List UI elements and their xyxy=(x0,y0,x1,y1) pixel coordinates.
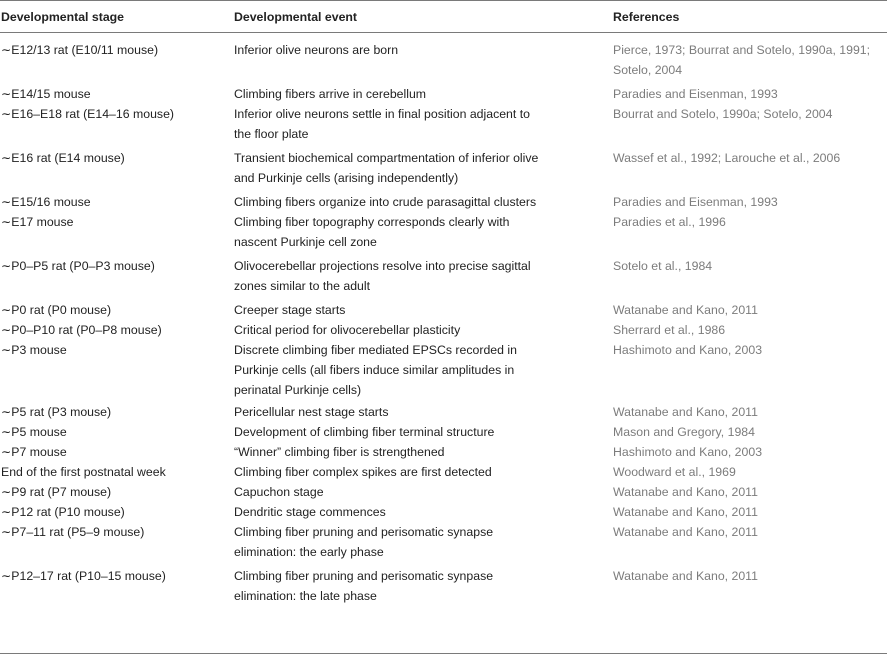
header-references: References xyxy=(613,10,680,24)
stage-cell: ∼P3 mouse xyxy=(1,343,67,357)
event-cell: Olivocerebellar projections resolve into precise sagittal xyxy=(234,259,531,273)
header-stage: Developmental stage xyxy=(1,10,125,24)
references-cell: Watanabe and Kano, 2011 xyxy=(613,525,758,539)
event-cell: Purkinje cells (all fibers induce similar amplitudes in xyxy=(234,363,515,377)
references-cell: Hashimoto and Kano, 2003 xyxy=(613,343,763,357)
event-cell: nascent Purkinje cell zone xyxy=(234,235,377,249)
table-bottom-rule xyxy=(0,653,887,654)
event-cell: Climbing fiber complex spikes are first detected xyxy=(234,465,492,479)
event-cell: Pericellular nest stage starts xyxy=(234,405,389,419)
references-cell: Paradies and Eisenman, 1993 xyxy=(613,195,778,209)
event-cell: “Winner” climbing fiber is strengthened xyxy=(234,445,445,459)
references-cell: Watanabe and Kano, 2011 xyxy=(613,405,758,419)
event-cell: Climbing fibers organize into crude parasagittal clusters xyxy=(234,195,537,209)
event-cell: zones similar to the adult xyxy=(234,279,371,293)
references-cell: Pierce, 1973; Bourrat and Sotelo, 1990a, 1991; xyxy=(613,43,871,57)
event-cell: Creeper stage starts xyxy=(234,303,346,317)
stage-cell: ∼P0 rat (P0 mouse) xyxy=(1,303,112,317)
stage-cell: ∼P5 mouse xyxy=(1,425,67,439)
references-cell: Sherrard et al., 1986 xyxy=(613,323,726,337)
stage-cell: ∼E16 rat (E14 mouse) xyxy=(1,151,125,165)
stage-cell: ∼E16–E18 rat (E14–16 mouse) xyxy=(1,107,174,121)
event-cell: and Purkinje cells (arising independently) xyxy=(234,171,459,185)
references-cell: Hashimoto and Kano, 2003 xyxy=(613,445,763,459)
header-event: Developmental event xyxy=(234,10,358,24)
event-cell: elimination: the early phase xyxy=(234,545,384,559)
event-cell: Climbing fiber pruning and perisomatic synpase xyxy=(234,569,494,583)
stage-cell: ∼P12–17 rat (P10–15 mouse) xyxy=(1,569,166,583)
stage-cell: ∼P0–P10 rat (P0–P8 mouse) xyxy=(1,323,162,337)
references-cell: Woodward et al., 1969 xyxy=(613,465,736,479)
references-cell: Paradies and Eisenman, 1993 xyxy=(613,87,778,101)
event-cell: Inferior olive neurons settle in final position adjacent to xyxy=(234,107,530,121)
stage-cell: ∼P0–P5 rat (P0–P3 mouse) xyxy=(1,259,155,273)
stage-cell: ∼P12 rat (P10 mouse) xyxy=(1,505,125,519)
references-cell: Paradies et al., 1996 xyxy=(613,215,726,229)
references-cell: Mason and Gregory, 1984 xyxy=(613,425,755,439)
stage-cell: ∼P5 rat (P3 mouse) xyxy=(1,405,112,419)
stage-cell: ∼P7–11 rat (P5–9 mouse) xyxy=(1,525,145,539)
event-cell: Development of climbing fiber terminal structure xyxy=(234,425,495,439)
references-cell: Sotelo et al., 1984 xyxy=(613,259,713,273)
event-cell: perinatal Purkinje cells) xyxy=(234,383,362,397)
event-cell: Inferior olive neurons are born xyxy=(234,43,399,57)
references-cell: Bourrat and Sotelo, 1990a; Sotelo, 2004 xyxy=(613,107,833,121)
table-top-rule xyxy=(0,0,887,1)
event-cell: Climbing fiber pruning and perisomatic synapse xyxy=(234,525,494,539)
event-cell: Transient biochemical compartmentation of inferior olive xyxy=(234,151,539,165)
event-cell: Climbing fibers arrive in cerebellum xyxy=(234,87,427,101)
event-cell: Dendritic stage commences xyxy=(234,505,386,519)
stage-cell: ∼P7 mouse xyxy=(1,445,67,459)
stage-cell: ∼E14/15 mouse xyxy=(1,87,91,101)
event-cell: Capuchon stage xyxy=(234,485,324,499)
references-cell: Watanabe and Kano, 2011 xyxy=(613,569,758,583)
event-cell: the floor plate xyxy=(234,127,309,141)
event-cell: Discrete climbing fiber mediated EPSCs recorded in xyxy=(234,343,517,357)
references-cell: Wassef et al., 1992; Larouche et al., 2006 xyxy=(613,151,841,165)
event-cell: Climbing fiber topography corresponds clearly with xyxy=(234,215,510,229)
header-rule xyxy=(0,32,887,33)
stage-cell: ∼E15/16 mouse xyxy=(1,195,91,209)
event-cell: elimination: the late phase xyxy=(234,589,377,603)
stage-cell: End of the first postnatal week xyxy=(1,465,166,479)
event-cell: Critical period for olivocerebellar plasticity xyxy=(234,323,461,337)
stage-cell: ∼E17 mouse xyxy=(1,215,74,229)
stage-cell: ∼E12/13 rat (E10/11 mouse) xyxy=(1,43,159,57)
references-cell: Watanabe and Kano, 2011 xyxy=(613,485,758,499)
references-cell: Watanabe and Kano, 2011 xyxy=(613,505,758,519)
stage-cell: ∼P9 rat (P7 mouse) xyxy=(1,485,112,499)
references-cell: Watanabe and Kano, 2011 xyxy=(613,303,758,317)
references-cell: Sotelo, 2004 xyxy=(613,63,683,77)
